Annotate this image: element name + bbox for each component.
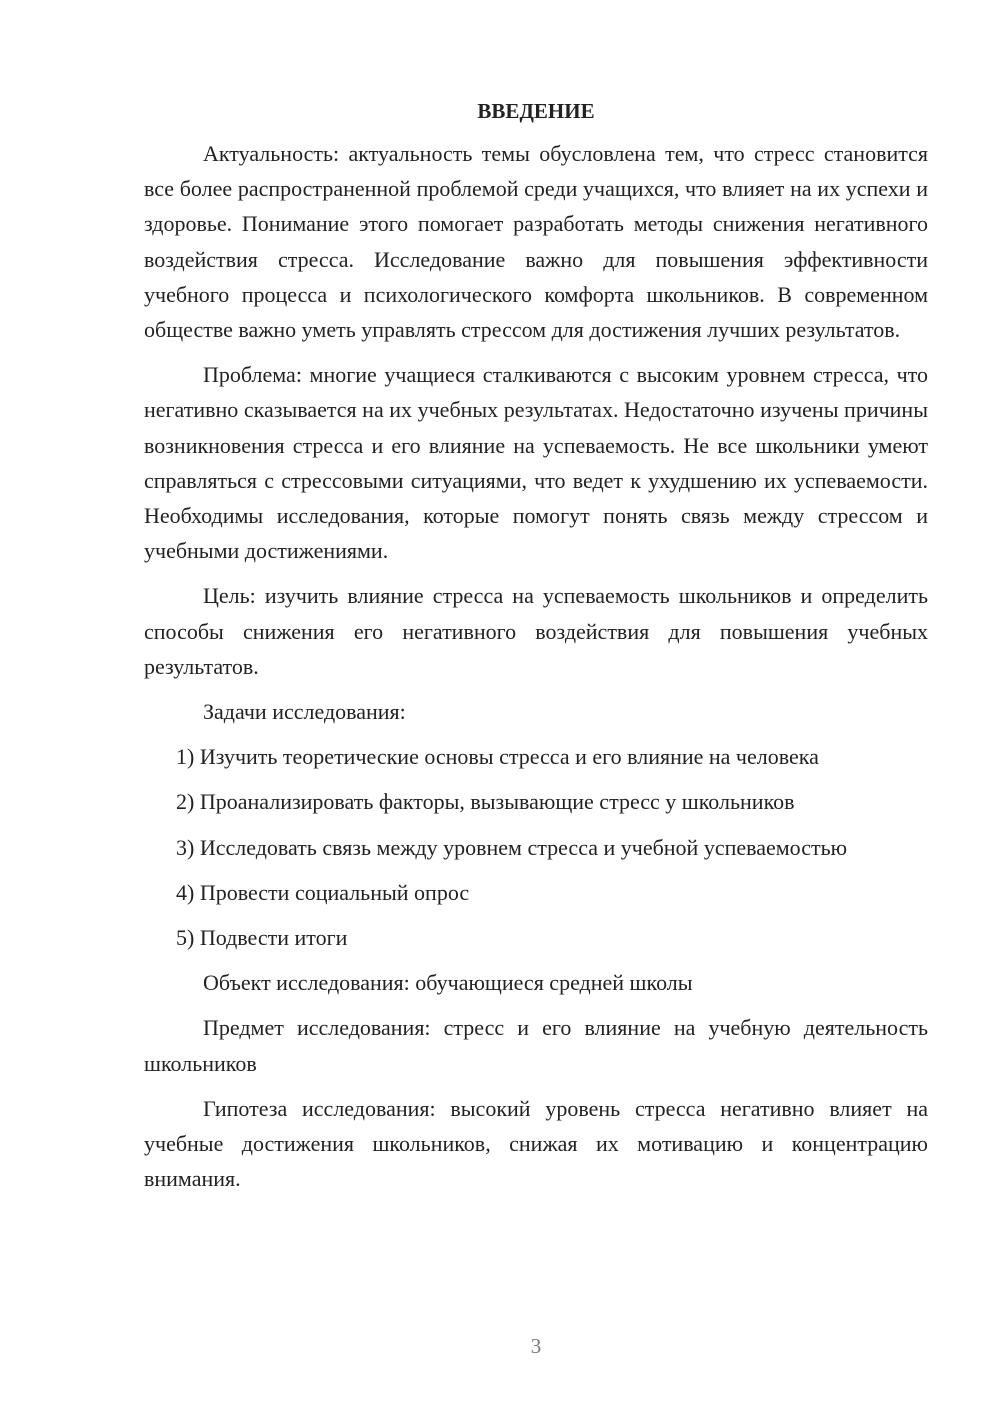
subject-paragraph: Предмет исследования: стресс и его влияние на учебную деятельность школьников [144, 1015, 928, 1076]
document-page [144, 96, 928, 1206]
task-item: 4) Провести социальный опрос [176, 879, 470, 905]
tasks-list [144, 739, 928, 955]
task-item: 1) Изучить теоретические основы стресса и его влияние на человека [176, 744, 819, 770]
hypothesis-paragraph: Гипотеза исследования: высокий уровень стресса негативно влияет на учебные достижения школьников, снижая их мотивацию и концентрацию внимания. [144, 1095, 928, 1192]
task-item: 2) Проанализировать факторы, вызывающие стресс у школьников [176, 789, 795, 815]
problem-paragraph: Проблема: многие учащиеся сталкиваются с высоким уровнем стресса, что негативно сказывается на их учебных результатах. Недостаточно изучены причины возникновения стресса и его влияние на успеваемость. Не все школьники умеют справляться с стрессовыми ситуациями, что ведет к ухудшению их успеваемости. Необходимы исследования, которые помогут понять связь между стрессом и учебными достижениями. [144, 362, 928, 564]
page-number: 3 [530, 1334, 542, 1358]
relevance-paragraph: Актуальность: актуальность темы обусловлена тем, что стресс становится все более распространенной проблемой среди учащихся, что влияет на их успехи и здоровье. Понимание этого помогает разработать методы снижения негативного воздействия стресса. Исследование важно для повышения эффективности учебного процесса и психологического комфорта школьников. В современном обществе важно уметь управлять стрессом для достижения лучших результатов. [144, 141, 928, 343]
tasks-title: Задачи исследования: [203, 699, 406, 725]
task-item: 5) Подвести итоги [176, 925, 348, 951]
task-item: 3) Исследовать связь между уровнем стресса и учебной успеваемостью [176, 834, 848, 860]
section-heading: ВВЕДЕНИЕ [477, 99, 595, 123]
object-paragraph: Объект исследования: обучающиеся средней школы [203, 970, 693, 996]
goal-paragraph: Цель: изучить влияние стресса на успеваемость школьников и определить способы снижения его негативного воздействия для повышения учебных результатов. [144, 583, 928, 679]
